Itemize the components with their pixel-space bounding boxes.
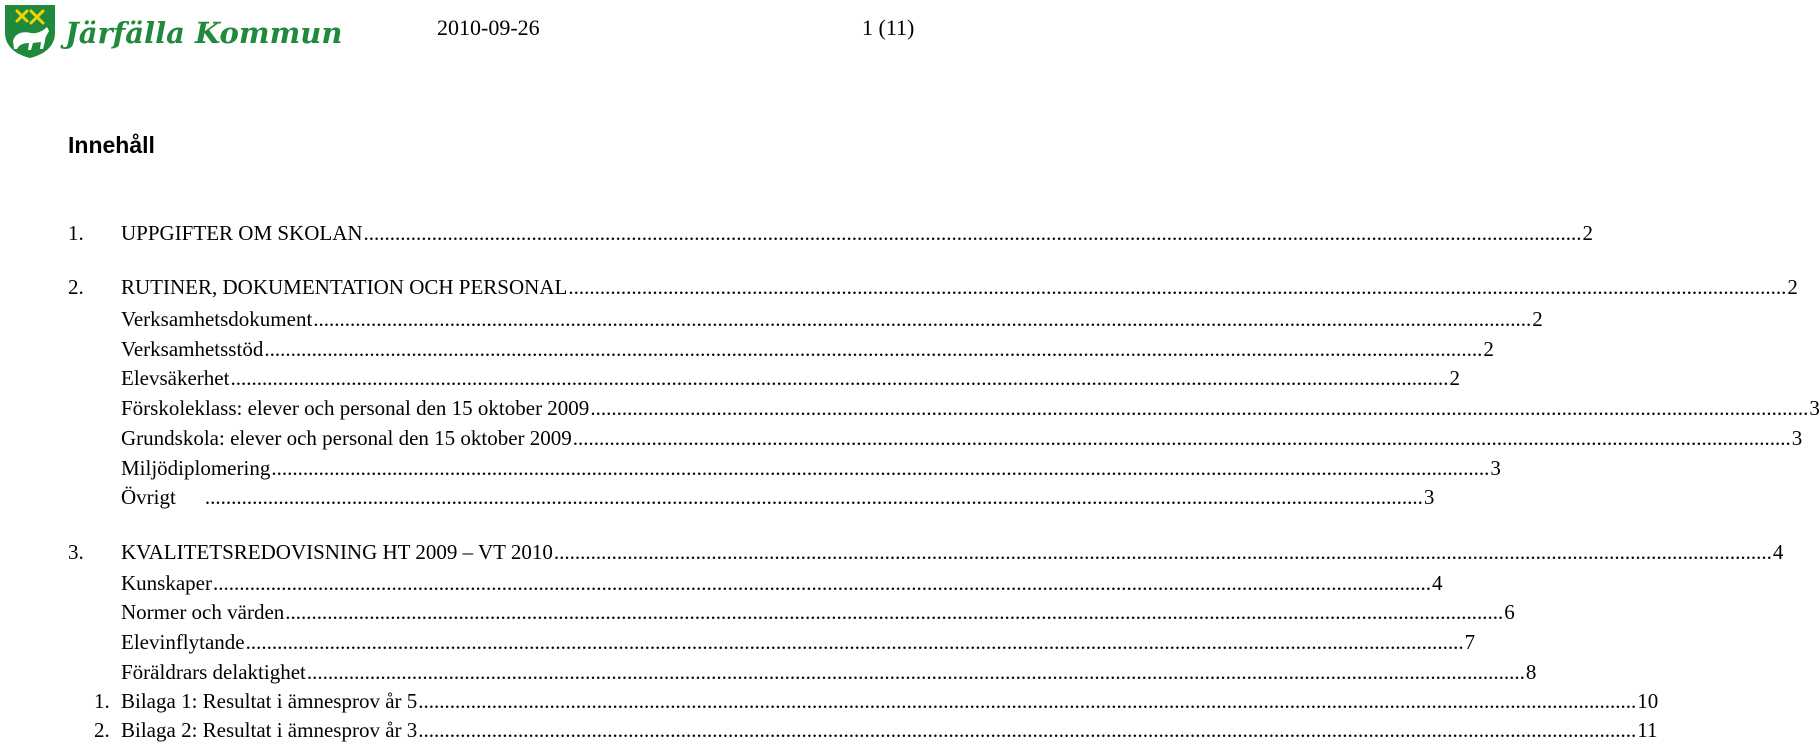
toc-entry-title: Kunskaper — [121, 571, 212, 595]
toc-entry-title: Grundskola: elever och personal den 15 oktober 2009 — [121, 426, 572, 450]
toc-entry-title: Verksamhetsstöd — [121, 337, 264, 361]
toc-entry-title: Bilaga 1: Resultat i ämnesprov år 5 — [121, 689, 418, 713]
toc-entry[interactable] — [0, 537, 1784, 567]
toc-entry-title: Förskoleklass: elever och personal den 15 oktober 2009 — [121, 396, 590, 420]
toc-entry-page: 3 — [1809, 396, 1820, 420]
toc-entry-page: 2 — [1582, 221, 1594, 245]
toc-entry[interactable] — [0, 304, 1543, 334]
toc-entry-page: 3 — [1490, 456, 1501, 480]
toc-entry-page: 4 — [1772, 540, 1784, 564]
toc-entry[interactable] — [0, 393, 1820, 423]
toc-entry-title: UPPGIFTER OM SKOLAN — [121, 221, 363, 245]
toc-entry-title: Elevinflytande — [121, 630, 245, 654]
dot-leader — [246, 627, 1464, 657]
toc-entry-title: KVALITETSREDOVISNING HT 2009 – VT 2010 — [121, 540, 553, 564]
toc-entry-title: Miljödiplomering — [121, 456, 271, 480]
toc-entry-page: 8 — [1525, 660, 1537, 684]
toc-entry[interactable] — [0, 482, 1435, 512]
toc-entry-title: Verksamhetsdokument — [121, 307, 313, 331]
toc-entry-page: 2 — [1787, 275, 1798, 299]
toc-entry-number: 2. — [94, 718, 110, 742]
toc-entry[interactable] — [0, 627, 1476, 657]
toc-entry-number: 1. — [68, 221, 84, 245]
toc-entry[interactable] — [0, 715, 1658, 745]
toc-entry-page: 7 — [1464, 630, 1476, 654]
dot-leader — [554, 537, 1772, 567]
document-date: 2010-09-26 — [437, 15, 540, 40]
dot-leader — [264, 334, 1482, 364]
toc-entry-page: 4 — [1431, 571, 1443, 595]
svg-text:Järfälla Kommun: Järfälla Kommun — [65, 16, 343, 50]
toc-entry[interactable] — [0, 453, 1501, 483]
toc-entry[interactable] — [0, 568, 1443, 598]
toc-entry[interactable] — [0, 218, 1594, 248]
toc-entry[interactable] — [0, 363, 1460, 393]
toc-entry[interactable] — [0, 272, 1798, 302]
toc-entry-title: Bilaga 2: Resultat i ämnesprov år 3 — [121, 718, 418, 742]
municipality-logo — [3, 3, 343, 59]
toc-entry[interactable] — [0, 597, 1515, 627]
dot-leader — [590, 393, 1808, 423]
dot-leader — [213, 568, 1431, 598]
dot-leader — [313, 304, 1531, 334]
dot-leader — [568, 272, 1786, 302]
toc-entry[interactable] — [0, 334, 1494, 364]
toc-entry-number: 1. — [94, 689, 110, 713]
page-indicator: 1 (11) — [862, 15, 915, 40]
toc-entry-title: Elevsäkerhet — [121, 366, 230, 390]
toc-entry[interactable] — [0, 657, 1537, 687]
dot-leader — [364, 218, 1582, 248]
toc-entry[interactable] — [0, 423, 1803, 453]
toc-entry-page: 10 — [1637, 689, 1659, 713]
dot-leader — [230, 363, 1448, 393]
dot-leader — [573, 423, 1791, 453]
toc-entry-page: 2 — [1483, 337, 1494, 361]
dot-leader — [418, 686, 1636, 716]
toc-entry-title: Föräldrars delaktighet — [121, 660, 306, 684]
dot-leader — [205, 482, 1423, 512]
toc-entry-page: 11 — [1637, 718, 1658, 742]
dot-leader — [285, 597, 1503, 627]
toc-entry-number: 2. — [68, 275, 84, 299]
toc-entry-page: 2 — [1532, 307, 1543, 331]
page-header — [0, 0, 960, 70]
toc-entry-page: 3 — [1423, 485, 1435, 509]
toc-entry-title: RUTINER, DOKUMENTATION OCH PERSONAL — [121, 275, 568, 299]
dot-leader — [271, 453, 1489, 483]
toc-entry-page: 6 — [1504, 600, 1515, 624]
dot-leader — [418, 715, 1636, 745]
toc-entry[interactable] — [0, 686, 1659, 716]
toc-entry-title: Övrigt — [121, 485, 176, 509]
toc-entry-page: 3 — [1791, 426, 1803, 450]
toc-entry-title: Normer och värden — [121, 600, 285, 624]
dot-leader — [307, 657, 1525, 687]
toc-heading: Innehåll — [68, 132, 155, 158]
toc-entry-page: 2 — [1449, 366, 1460, 390]
toc-entry-number: 3. — [68, 540, 84, 564]
